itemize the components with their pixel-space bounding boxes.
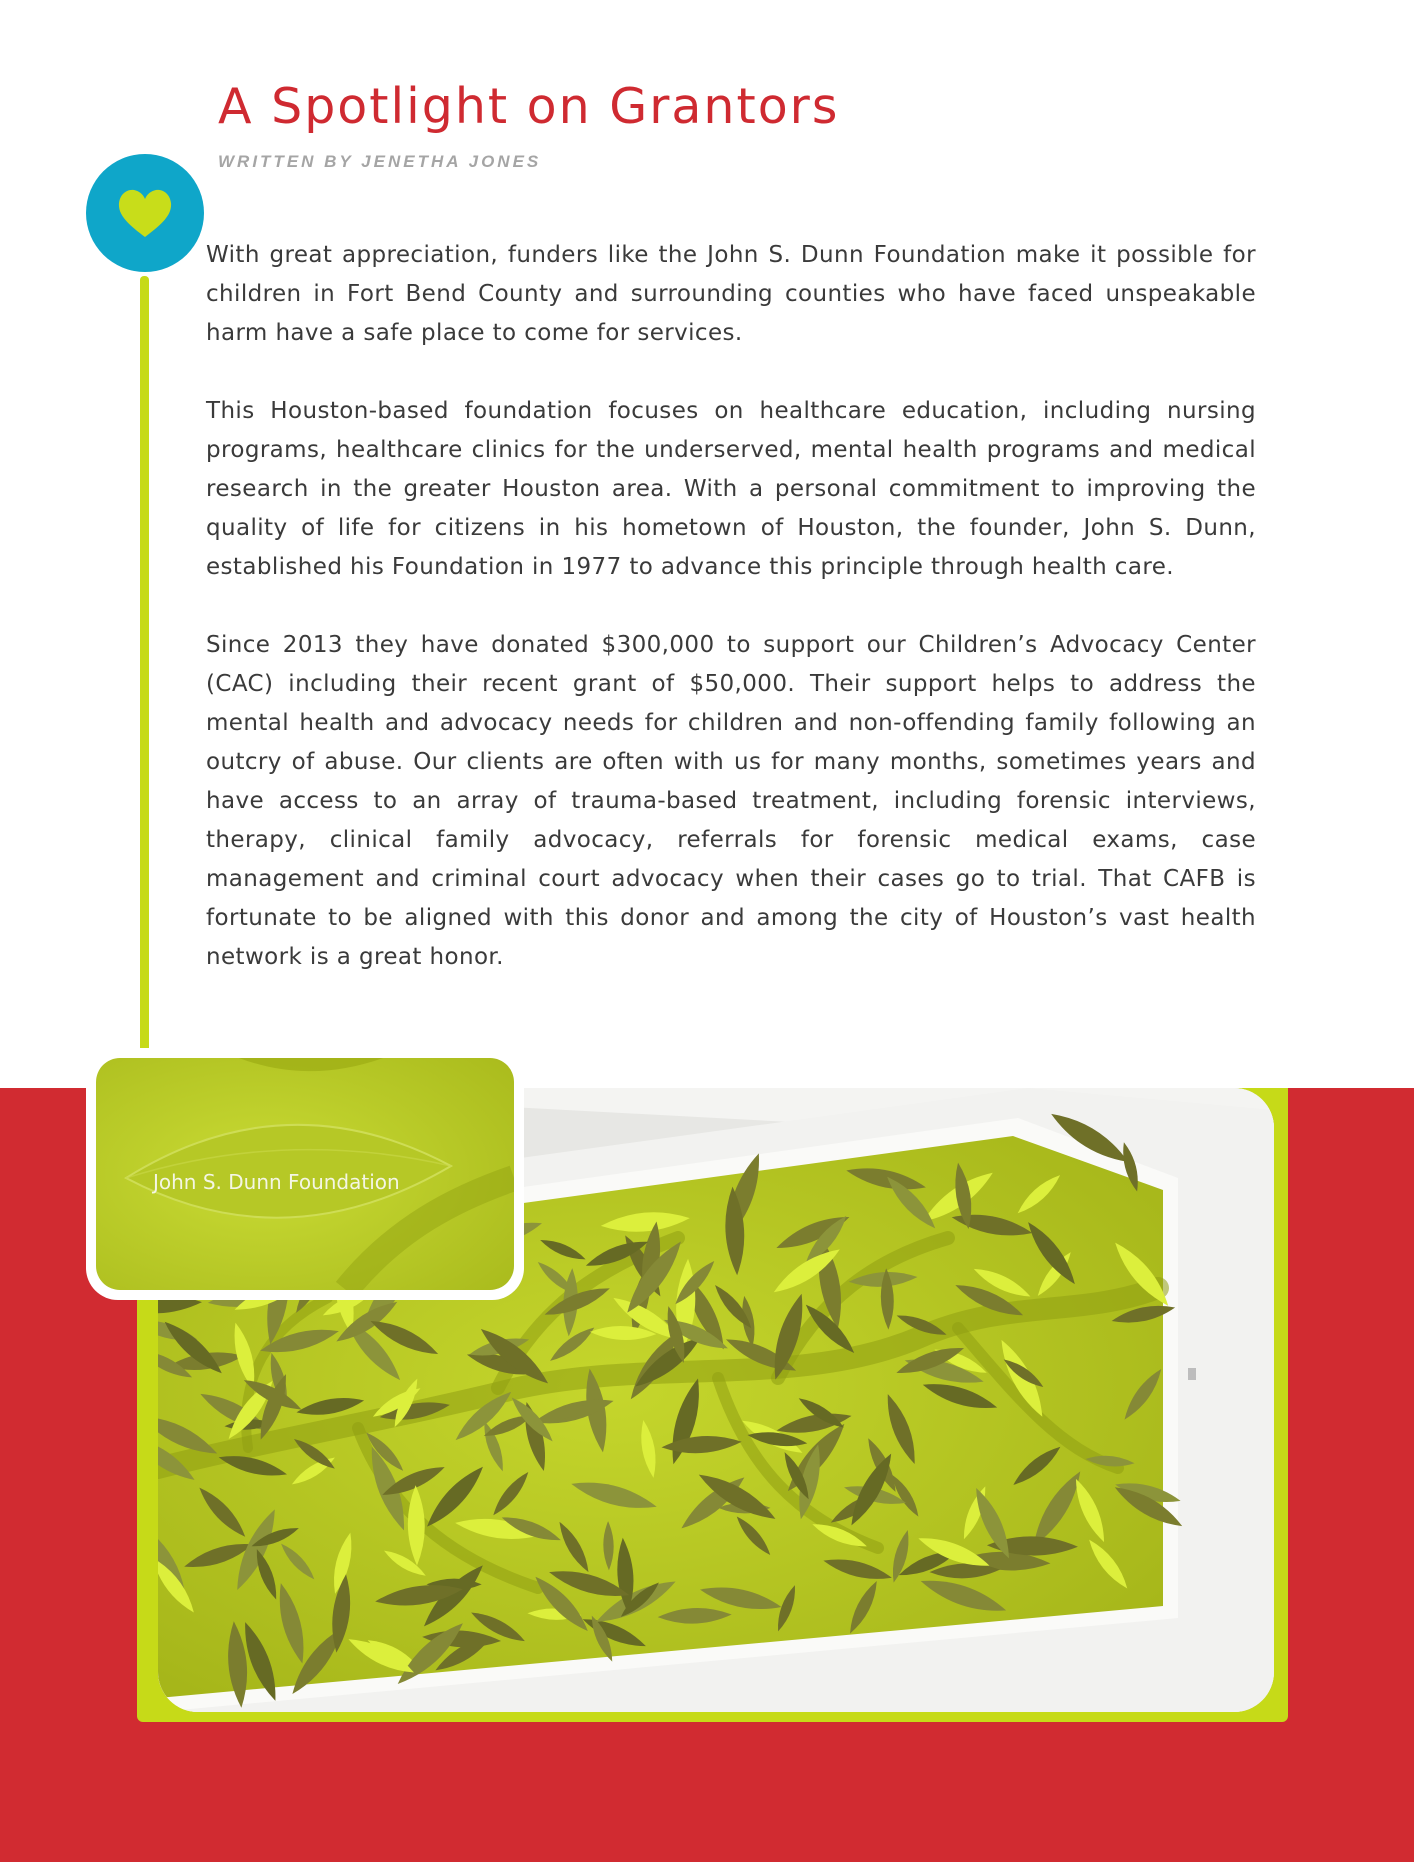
inset-leaf-label: John S. Dunn Foundation: [153, 1170, 400, 1194]
article-byline: WRITTEN BY JENETHA JONES: [218, 152, 542, 171]
paragraph-3: Since 2013 they have donated $300,000 to support our Children’s Advocacy Center (CAC) including their recent grant of $50,000. Their support helps to address the mental health and advocacy needs for children and non-offending family following an outcry of abuse. Our clients are often with us for many months, sometimes years and have access to an array of trauma-based treatment, including forensic interviews, therapy, clinical family advocacy, referrals for forensic medical exams, case management and criminal court advocacy when their cases go to trial. That CAFB is fortunate to be aligned with this donor and among the city of Houston’s vast health network is a great honor.: [206, 632, 1256, 970]
article-body: [206, 236, 1256, 1016]
article-title: A Spotlight on Grantors: [218, 78, 840, 135]
paragraph-2: This Houston-based foundation focuses on healthcare education, including nursing programs, healthcare clinics for the underserved, mental health programs and medical research in the greater Houston area. With a personal commitment to improving the quality of life for citizens in his hometown of Houston, the founder, John S. Dunn, established his Foundation in 1977 to advance this principle through health care.: [206, 398, 1256, 580]
heart-badge: [86, 154, 204, 272]
accent-line: [140, 276, 149, 1056]
paragraph-1: With great appreciation, funders like the John S. Dunn Foundation make it possible for children in Fort Bend County and surrounding counties who have faced unspeakable harm have a safe place to come for services.: [206, 242, 1256, 346]
inset-photo: [86, 1048, 524, 1300]
heart-icon: [116, 187, 174, 241]
